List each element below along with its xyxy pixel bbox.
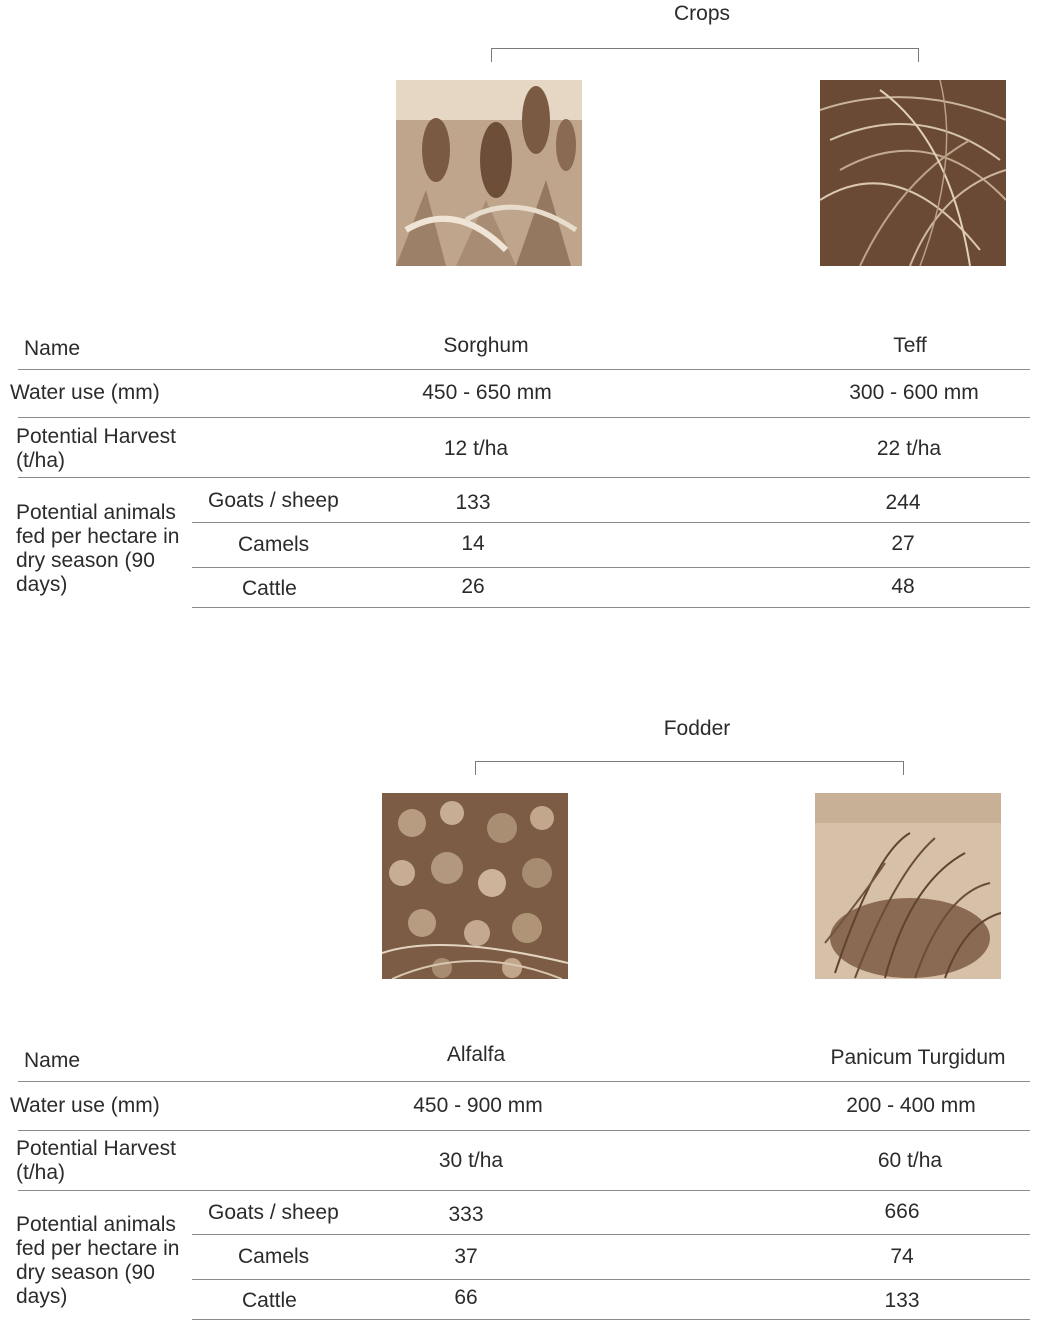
name-label: Name [24,337,81,360]
animal-label-goats-sheep: Goats / sheep [208,489,339,512]
alfalfa-photo-icon [382,793,568,979]
animal-label-cattle: Cattle [242,1289,297,1312]
animal-value: 74 [890,1245,914,1268]
row-divider [18,1081,1030,1082]
animal-label-cattle: Cattle [242,577,297,600]
alfalfa-photo [382,793,568,979]
animal-value: 333 [448,1203,484,1226]
row-divider [192,1279,1030,1280]
animal-value: 26 [461,575,485,598]
animal-value: 27 [891,532,915,555]
section-bracket [491,48,919,62]
row-divider [192,1319,1030,1320]
teff-photo [820,80,1006,266]
section-title: Crops [673,2,731,25]
animal-label-camels: Camels [238,1245,310,1268]
harvest-value: 30 t/ha [438,1149,504,1172]
water-label: Water use (mm) [10,381,160,404]
animal-value: 66 [454,1286,478,1309]
section-bracket [475,761,904,775]
animal-value: 133 [455,491,491,514]
water-value: 200 - 400 mm [846,1094,976,1117]
water-value: 450 - 650 mm [422,381,552,404]
name-label: Name [24,1049,81,1072]
column-header: Alfalfa [446,1043,506,1066]
row-divider [18,369,1030,370]
animal-value: 48 [891,575,915,598]
row-divider [18,417,1030,418]
sorghum-photo [396,80,582,266]
animal-label-camels: Camels [238,533,310,556]
harvest-label: Potential Harvest (t/ha) [16,425,176,472]
row-divider [192,1234,1030,1235]
column-header: Teff [893,334,927,357]
panicum-turgidum-photo-icon [815,793,1001,979]
animal-label-goats-sheep: Goats / sheep [208,1201,339,1224]
row-divider [18,1190,1030,1191]
section-title: Fodder [663,717,731,740]
animal-value: 666 [884,1200,920,1223]
harvest-value: 12 t/ha [443,437,509,460]
water-value: 450 - 900 mm [413,1094,543,1117]
row-divider [18,477,1030,478]
panicum-turgidum-photo [815,793,1001,979]
animal-value: 37 [454,1245,478,1268]
row-divider [192,607,1030,608]
sorghum-photo-icon [396,80,582,266]
harvest-value: 22 t/ha [876,437,942,460]
animal-value: 244 [885,491,921,514]
row-divider [18,1130,1030,1131]
animals-label: Potential animals fed per hectare in dry season (90 days) [16,1213,180,1308]
harvest-value: 60 t/ha [877,1149,943,1172]
harvest-label: Potential Harvest (t/ha) [16,1137,176,1184]
water-value: 300 - 600 mm [849,381,979,404]
column-header: Sorghum [443,334,529,357]
animal-value: 133 [884,1289,920,1312]
animal-value: 14 [461,532,485,555]
column-header: Panicum Turgidum [830,1046,1006,1069]
row-divider [192,522,1030,523]
teff-photo-icon [820,80,1006,266]
water-label: Water use (mm) [10,1094,160,1117]
animals-label: Potential animals fed per hectare in dry season (90 days) [16,501,180,596]
row-divider [192,567,1030,568]
